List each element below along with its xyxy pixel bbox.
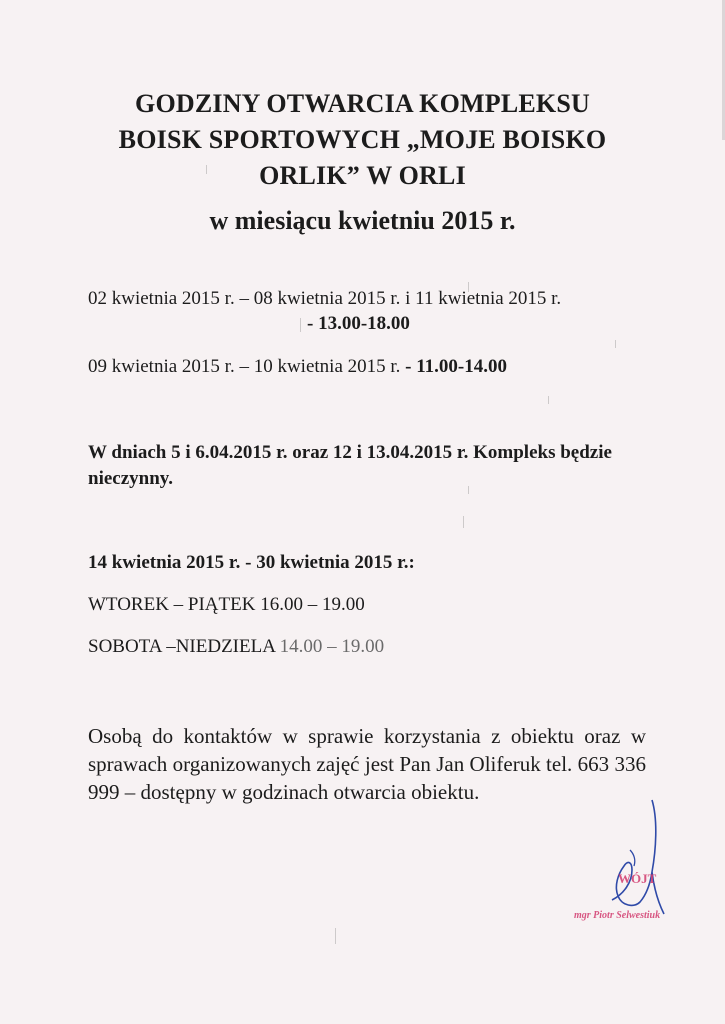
title-line-1: GODZINY OTWARCIA KOMPLEKSU — [135, 89, 590, 118]
title-line-3: ORLIK” W ORLI — [259, 161, 466, 190]
document-subtitle: w miesiącu kwietniu 2015 r. — [209, 206, 516, 235]
schedule-line-2-dates: 09 kwietnia 2015 r. – 10 kwietnia 2015 r. — [88, 356, 401, 377]
stamp-line-1: WÓJT — [618, 871, 657, 886]
contact-paragraph: Osobą do kontaktów w sprawie korzystania z obiektu oraz w sprawach organizowanych zajęć jest Pan Jan Oliferuk tel. 663 336 999 – dostępny w godzinach otwarcia obiektu. — [88, 724, 646, 804]
weekend-hours: 14.00 – 19.00 — [279, 636, 385, 657]
weekend-hours-line — [88, 636, 384, 658]
stamp-line-2: mgr Piotr Selwestiuk — [574, 910, 661, 921]
weekday-hours: WTOREK – PIĄTEK 16.00 – 19.00 — [88, 594, 365, 615]
document-title — [60, 86, 665, 194]
signature-stamp — [560, 790, 710, 930]
title-line-2: BOISK SPORTOWYCH „MOJE BOISKO — [118, 125, 607, 154]
schedule-line-1-hours: - 13.00-18.00 — [307, 313, 410, 334]
closed-notice: W dniach 5 i 6.04.2015 r. oraz 12 i 13.04.2015 r. Kompleks będzie nieczynny. — [88, 442, 612, 489]
schedule-line-1: 02 kwietnia 2015 r. – 08 kwietnia 2015 r. i 11 kwietnia 2015 r. — [88, 288, 562, 309]
late-april-heading: 14 kwietnia 2015 r. - 30 kwietnia 2015 r.: — [88, 552, 415, 573]
weekend-label: SOBOTA –NIEDZIELA — [88, 636, 280, 657]
schedule-line-2 — [88, 356, 507, 378]
handwritten-signature — [612, 800, 664, 914]
schedule-line-2-hours: - 11.00-14.00 — [405, 356, 508, 377]
